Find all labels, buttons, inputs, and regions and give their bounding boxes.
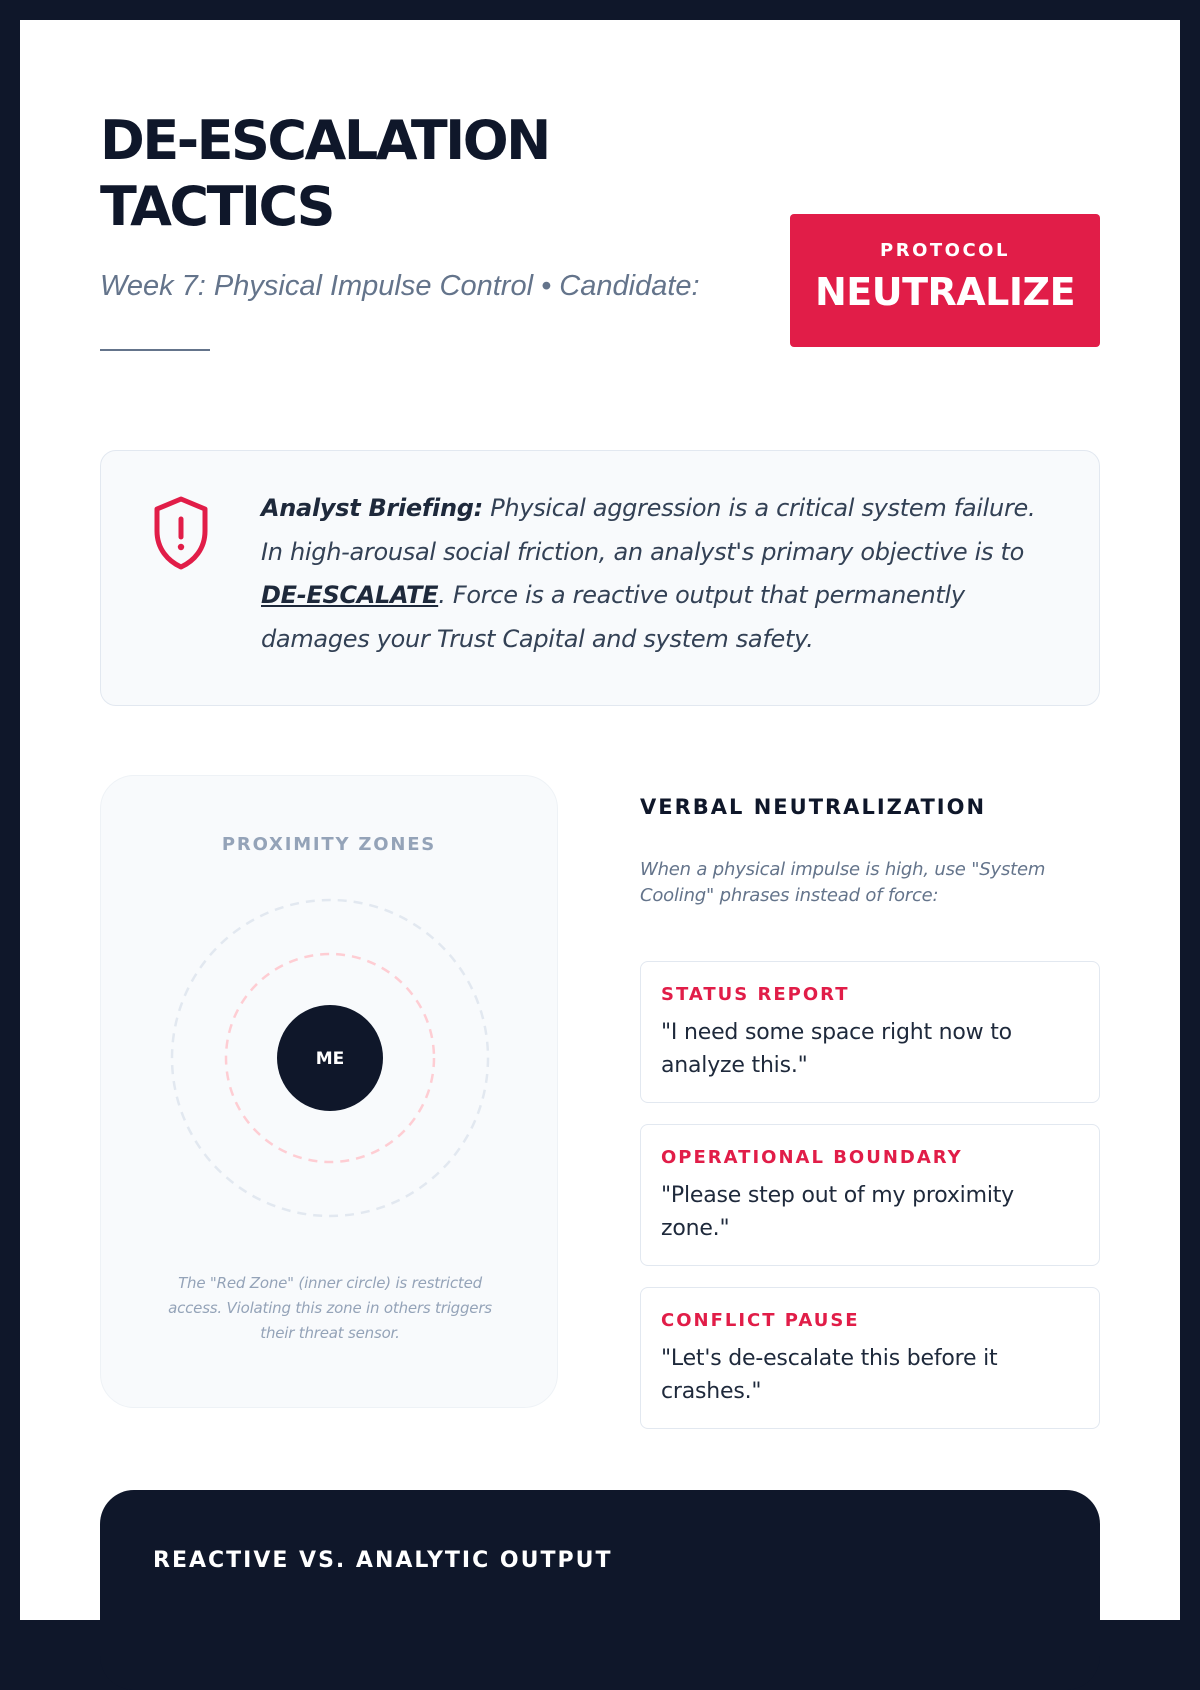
phrase-card-operational-boundary — [640, 1124, 1100, 1266]
phrase-card-status-report — [640, 961, 1100, 1103]
briefing-emphasis: DE-ESCALATE — [261, 581, 439, 609]
analyst-briefing-card — [100, 450, 1100, 706]
phrase-text: "I need some space right now to analyze this." — [661, 1020, 1012, 1078]
subtitle-text: Week 7: Physical Impulse Control • Candidate: — [100, 270, 700, 302]
badge-value: NEUTRALIZE — [814, 270, 1076, 314]
page-title — [100, 108, 740, 240]
worksheet-page — [20, 20, 1180, 1620]
phrase-text: "Let's de-escalate this before it crashes." — [661, 1346, 998, 1404]
proximity-zones-diagram — [168, 896, 492, 1220]
briefing-lead: Analyst Briefing: — [261, 494, 483, 522]
proximity-zones-caption: The "Red Zone" (inner circle) is restricted access. Violating this zone in others triggers their threat sensor. — [168, 1274, 492, 1342]
phrase-label: OPERATIONAL BOUNDARY — [661, 1147, 963, 1168]
title-line-2: TACTICS — [100, 175, 334, 238]
me-label: ME — [315, 1049, 345, 1069]
worksheet-header — [100, 108, 1100, 400]
protocol-badge — [790, 214, 1100, 347]
reactive-panel-title: REACTIVE VS. ANALYTIC OUTPUT — [153, 1548, 613, 1573]
verbal-intro: When a physical impulse is high, use "System Cooling" phrases instead of force: — [640, 859, 1046, 906]
briefing-text — [261, 487, 1051, 661]
proximity-zones-title: PROXIMITY ZONES — [221, 834, 437, 855]
reactive-vs-analytic-panel — [100, 1490, 1100, 1690]
phrase-label: CONFLICT PAUSE — [661, 1310, 860, 1331]
proximity-zones-card — [100, 775, 558, 1408]
title-line-1: DE-ESCALATION — [100, 109, 549, 172]
verbal-section-title: VERBAL NEUTRALIZATION — [640, 795, 987, 819]
briefing-body-2: . Force is a reactive output that permanently damages your Trust Capital and system safety. — [261, 581, 965, 653]
badge-label: PROTOCOL — [880, 240, 1010, 261]
candidate-name-blank[interactable] — [100, 331, 210, 351]
briefing-body-1: Physical aggression is a critical system failure. In high-arousal social friction, an analyst's primary objective is to — [261, 494, 1036, 566]
phrase-text: "Please step out of my proximity zone." — [661, 1183, 1014, 1241]
page-subtitle — [100, 258, 780, 370]
phrase-card-conflict-pause — [640, 1287, 1100, 1429]
shield-alert-icon — [151, 495, 211, 571]
phrase-label: STATUS REPORT — [661, 984, 850, 1005]
